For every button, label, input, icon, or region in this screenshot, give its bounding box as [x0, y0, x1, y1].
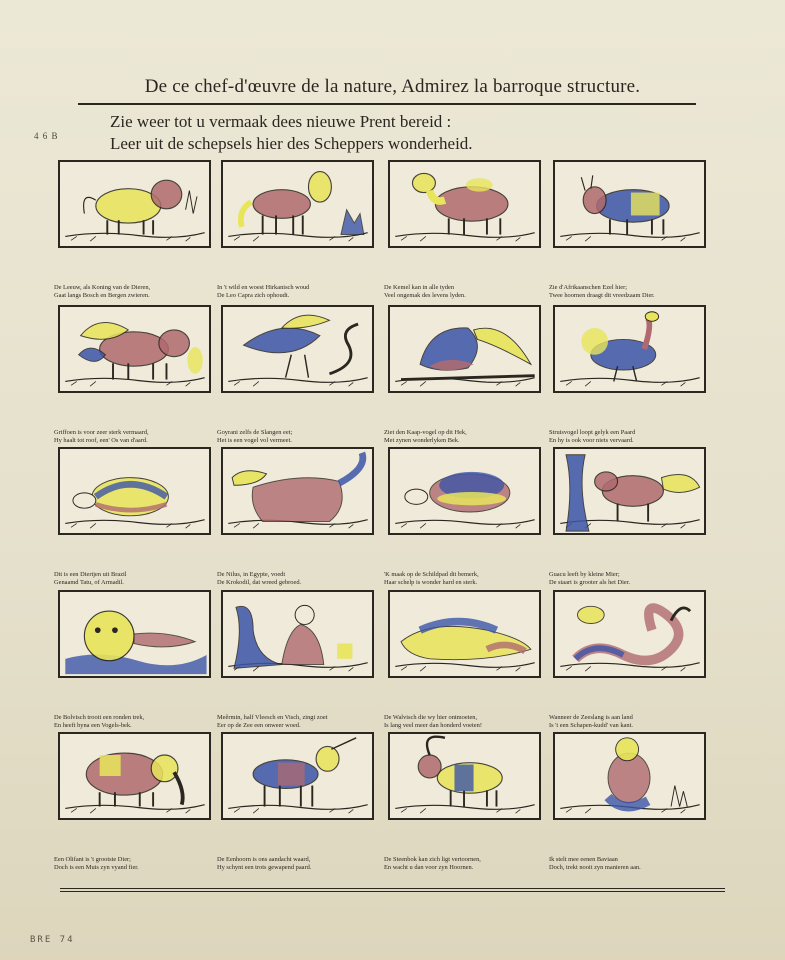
toucan-woodcut: [390, 307, 539, 391]
caption-line: De Eenhoorn is ons aandacht waard,: [217, 856, 311, 863]
caption-toucan: [384, 429, 554, 445]
caption-line: De Krokodil, dat wreed gebroed.: [217, 579, 302, 586]
caption-sea-serpent: [549, 714, 719, 730]
illustration-ibex: [388, 732, 541, 820]
caption-line: De Kemel kan in alle tyden: [384, 284, 455, 291]
caption-bird-snake: [217, 429, 387, 445]
subtitle-line-1: Zie weer tot u vermaak dees nieuwe Prent bereid :: [110, 112, 452, 131]
caption-merman: [217, 714, 387, 730]
illustration-armadillo: [58, 447, 211, 535]
caption-sloth: [549, 571, 719, 587]
caption-line: De Leeuw, als Koning van de Dieren,: [54, 284, 151, 291]
caption-camel: [384, 284, 554, 300]
unicorn-woodcut: [223, 734, 372, 818]
ostrich-woodcut: [555, 307, 704, 391]
illustration-ostrich: [553, 305, 706, 393]
caption-lion: [54, 284, 224, 300]
caption-line: Met zynen wonderlyken Bek.: [384, 437, 460, 444]
caption-line: Griffoen is voor zeer sterk vermaard,: [54, 429, 149, 436]
camel-woodcut: [390, 162, 539, 246]
lion-woodcut: [60, 162, 209, 246]
caption-line: De Nilus, in Egypte, voedt: [217, 571, 286, 578]
caption-line: Veel ongemak des levens lyden.: [384, 292, 466, 299]
caption-baboon: [549, 856, 719, 872]
caption-line: De staart is grooter als het Dier.: [549, 579, 631, 586]
caption-line: Haar schelp is wonder hard en sterk.: [384, 579, 478, 586]
illustration-toucan: [388, 305, 541, 393]
illustration-elephant: [58, 732, 211, 820]
caption-unicorn: [217, 856, 387, 872]
caption-line: Een Olifant is 't grootste Dier;: [54, 856, 131, 863]
sloth-woodcut: [555, 449, 704, 533]
illustration-crocodile: [221, 447, 374, 535]
elephant-woodcut: [60, 734, 209, 818]
caption-line: De Steenbok kan zich ligt vertoornen,: [384, 856, 481, 863]
caption-line: Gaat langs Bosch en Bergen zwieren.: [54, 292, 150, 299]
baboon-woodcut: [555, 734, 704, 818]
caption-line: Wanneer de Zeeslang is aan land: [549, 714, 633, 721]
illustration-whale: [388, 590, 541, 678]
illustration-sloth: [553, 447, 706, 535]
illustration-pufferfish: [58, 590, 211, 678]
illustration-griffin: [58, 305, 211, 393]
caption-line: Ik stelt mee eenen Baviaan: [549, 856, 618, 863]
illustration-turtle: [388, 447, 541, 535]
page-title: De ce chef-d'œuvre de la nature, Admirez la barroque structure.: [144, 76, 641, 97]
whale-woodcut: [390, 592, 539, 676]
caption-whale: [384, 714, 554, 730]
horse-woodcut: [223, 162, 372, 246]
caption-line: Guacu leeft by kleine Mier;: [549, 571, 620, 578]
caption-line: Genaamd Tatu, of Armadil.: [54, 579, 124, 586]
ibex-woodcut: [390, 734, 539, 818]
bird-snake-woodcut: [223, 307, 372, 391]
caption-turtle: [384, 571, 554, 587]
sea-serpent-woodcut: [555, 592, 704, 676]
caption-line: Ziet den Kaap-vogel op dit Hek,: [384, 429, 467, 436]
caption-line: Is 't een Schapen-kudd' van kant.: [549, 722, 633, 729]
caption-line: Eer op de Zee een onweer woed.: [217, 722, 301, 729]
bottom-rule: [60, 888, 725, 889]
caption-crocodile: [217, 571, 387, 587]
archive-reference: BRE 74: [30, 935, 75, 945]
caption-line: En hy is ook voor niets vervaard.: [549, 437, 634, 444]
armadillo-woodcut: [60, 449, 209, 533]
caption-elephant: [54, 856, 224, 872]
caption-horse: [217, 284, 387, 300]
caption-griffin: [54, 429, 224, 445]
caption-ostrich: [549, 429, 719, 445]
bottom-rule: [60, 891, 725, 892]
merman-woodcut: [223, 592, 372, 676]
griffin-woodcut: [60, 307, 209, 391]
caption-line: Dit is een Diertjen uit Brazil: [54, 571, 127, 578]
caption-pufferfish: [54, 714, 224, 730]
illustration-lion: [58, 160, 211, 248]
caption-line: Twee hoornen draagt dit vreedzaam Dier.: [549, 292, 655, 299]
illustration-bird-snake: [221, 305, 374, 393]
illustration-baboon: [553, 732, 706, 820]
illustration-camel: [388, 160, 541, 248]
shelf-mark: 4 6 B: [34, 131, 59, 141]
pufferfish-woodcut: [60, 592, 209, 676]
illustration-rhino-donkey: [553, 160, 706, 248]
caption-line: En heeft byna een Vogels-bek.: [54, 722, 132, 729]
illustration-unicorn: [221, 732, 374, 820]
caption-line: Is lang veel meer dan honderd voeten!: [384, 722, 482, 729]
caption-line: Het is een vogel vol vermeet.: [217, 437, 292, 444]
rhino-donkey-woodcut: [555, 162, 704, 246]
caption-line: Hy schynt een trots gewapend paard.: [217, 864, 312, 871]
caption-armadillo: [54, 571, 224, 587]
illustration-sea-serpent: [553, 590, 706, 678]
caption-line: En wacht u dan voor zyn Hoornen.: [384, 864, 474, 871]
crocodile-woodcut: [223, 449, 372, 533]
caption-line: De Bolvisch trooit een ronden trek,: [54, 714, 145, 721]
subtitle-line-2: Leer uit de schepsels hier des Scheppers wonderheid.: [110, 134, 473, 153]
caption-line: De Leo Capra zich ophoudt.: [217, 292, 290, 299]
caption-line: 'K maak op de Schildpad dit bemerk,: [384, 571, 479, 578]
caption-rhino-donkey: [549, 284, 719, 300]
caption-line: In 't wild en woest Hirkanisch woud: [217, 284, 310, 291]
illustration-horse: [221, 160, 374, 248]
caption-line: Hy haalt tot roof, een' Os van d'aard.: [54, 437, 148, 444]
caption-line: Goyrani zelfs de Slangen eet;: [217, 429, 293, 436]
caption-line: Zie d'Afrikaanschen Ezel hier;: [549, 284, 627, 291]
caption-line: Meêrmin, half Vleesch en Visch, zingt zoet: [217, 714, 328, 721]
caption-line: Struisvogel loopt gelyk een Paard: [549, 429, 636, 436]
turtle-woodcut: [390, 449, 539, 533]
caption-line: De Walvisch die wy hier ontmoeten,: [384, 714, 478, 721]
caption-line: Doch, trekt nooit zyn manieren aan.: [549, 864, 641, 871]
caption-line: Doch is een Muis zyn vyand fier.: [54, 864, 139, 871]
illustration-merman: [221, 590, 374, 678]
caption-ibex: [384, 856, 554, 872]
